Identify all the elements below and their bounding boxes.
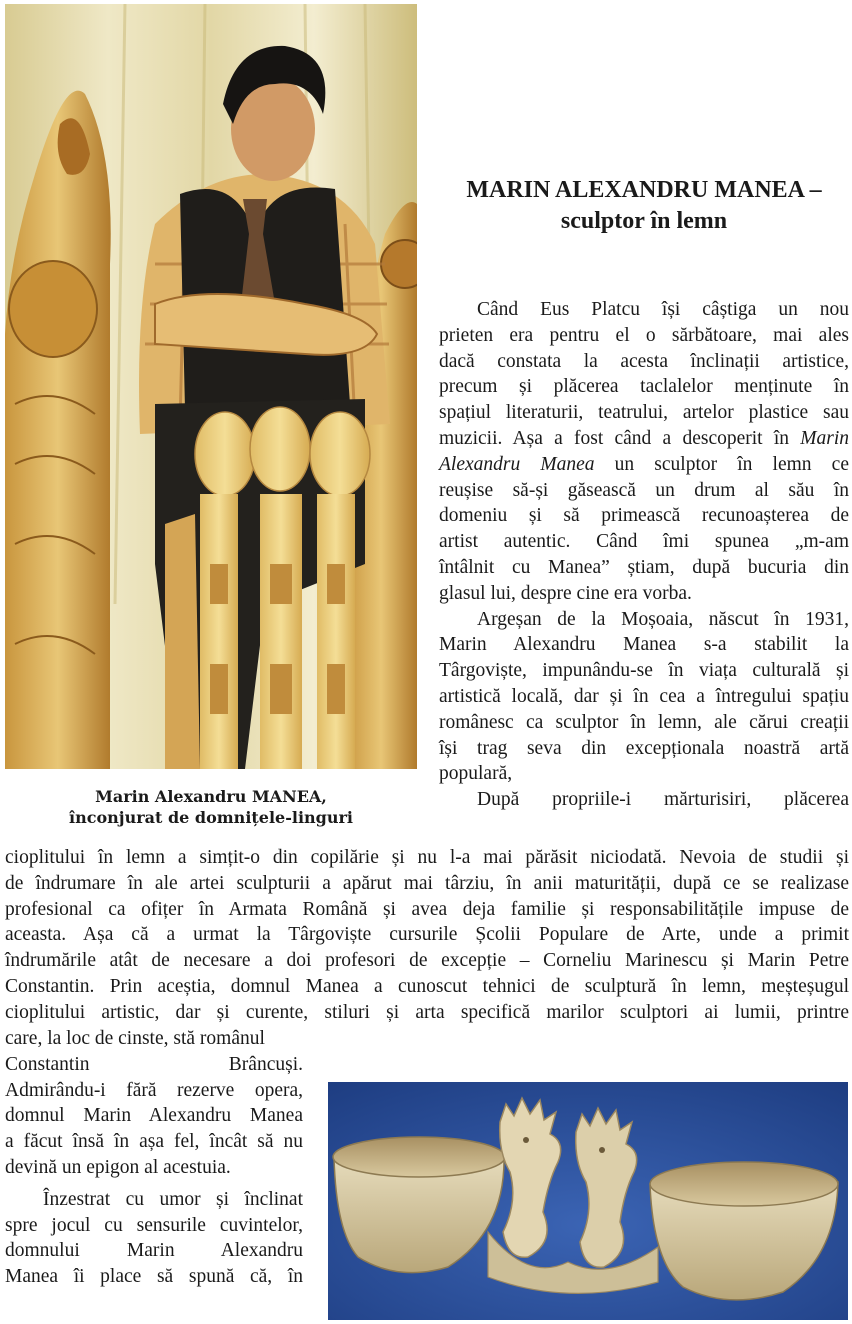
text-line: precum și plăcerea taclalelor menținute în (439, 376, 849, 398)
text-line: cioplitului în lemn a simțit-o din copilărie și nu l-a mai părăsit niciodată. Nevoia de studii și (5, 847, 849, 868)
text-line: prieten era pentru el o sărbătoare, mai ales (439, 324, 849, 346)
text-line: glasul lui, despre cine era vorba. (439, 582, 692, 604)
text-line: Târgoviște, impunându-se în viața culturală și (439, 660, 849, 682)
text-line: Când Eus Platcu își câștiga un nou (477, 299, 849, 320)
article-title (438, 175, 850, 237)
text-line: Manea îi place să spună că, în (5, 1266, 303, 1288)
text-line: Marin Alexandru Manea s-a stabilit la (439, 634, 849, 656)
text-line: care, la loc de cinste, stă românul (5, 1028, 265, 1049)
text-line: profesional ca ofițer în Armata Română și avea deja familie și responsabilitățile impuse de (5, 898, 849, 920)
text-segment: un sculptor în lemn ce (594, 453, 849, 475)
title-line: sculptor în lemn (560, 208, 728, 234)
text-line: domeniu și să primească recunoașterea de (439, 505, 849, 527)
title-line: MARIN ALEXANDRU MANEA – (466, 177, 822, 203)
carved-bowls-photo (328, 1082, 848, 1320)
text-line: Constantin. Prin aceștia, domnul Manea a cunoscut tehnici de sculptură în lemn, meșteșugul (5, 975, 849, 997)
text-line: întâlnit cu Manea” știam, după bucuria din (439, 556, 849, 578)
text-line (439, 426, 849, 452)
text-line: spre jocul cu sensurile cuvintelor, (5, 1214, 303, 1236)
full-width-text (5, 845, 849, 1026)
right-column-text (439, 297, 849, 813)
portrait-photo-drawing (5, 4, 417, 769)
text-line: de îndrumare în ale artei sculpturii a apărut mai târziu, în anii maturității, după ce se realizase (5, 872, 849, 894)
text-line: artist autentic. Când îmi spunea „m-am (439, 531, 849, 553)
caption-line: Marin Alexandru MANEA, (95, 787, 327, 806)
text-line: Înzestrat cu umor și înclinat (43, 1188, 303, 1210)
text-line: își trag seva din excepționala noastră artă (439, 737, 849, 759)
italic-name: Alexandru Manea (439, 453, 595, 475)
italic-name: Marin (800, 427, 849, 449)
text-line: domnului Marin Alexandru (5, 1240, 303, 1262)
text-line: îndrumările atât de necesare a doi profesori de excepție – Corneliu Marinescu și Marin Petre (5, 950, 849, 972)
text-line: devină un epigon al acestuia. (5, 1156, 231, 1178)
text-line: românesc ca sculptor în lemn, ale cărui creații (439, 711, 849, 733)
caption-line: înconjurat de domnițele-linguri (69, 808, 353, 827)
text-line: Constantin Brâncuși. (5, 1053, 303, 1075)
portrait-photo (5, 4, 417, 769)
carved-bowls-drawing (328, 1082, 848, 1320)
text-line: Admirându-i fără rezerve opera, (5, 1079, 303, 1101)
text-line: După propriile-i mărturisiri, plăcerea (477, 789, 849, 811)
text-line: reușise să-și găsească un drum al său în (439, 479, 849, 501)
text-line: domnul Marin Alexandru Manea (5, 1105, 303, 1127)
text-line: spațiul literaturii, teatrului, artelor plastice sau (439, 402, 849, 424)
text-line: artistică locală, dar și în cea a întregului spațiu (439, 685, 849, 707)
text-segment: muzicii. Așa a fost când a descoperit în (439, 427, 801, 449)
text-line: aceasta. Așa că a urmat la Târgoviște cursurile Școlii Populare de Arte, unde a primit (5, 924, 849, 946)
text-line: dacă constata la acesta înclinații artistice, (439, 350, 849, 372)
text-line: Argeșan de la Moșoaia, născut în 1931, (477, 608, 849, 630)
text-line: cioplitului artistic, dar și curente, stiluri și arta specifică marilor sculptori ai lumii, printre (5, 1001, 849, 1023)
text-line (439, 452, 849, 478)
photo-caption (5, 786, 417, 828)
text-line: populară, (439, 763, 513, 785)
text-line: a făcut însă în așa fel, încât să nu (5, 1131, 303, 1153)
left-column-text (5, 1026, 303, 1290)
